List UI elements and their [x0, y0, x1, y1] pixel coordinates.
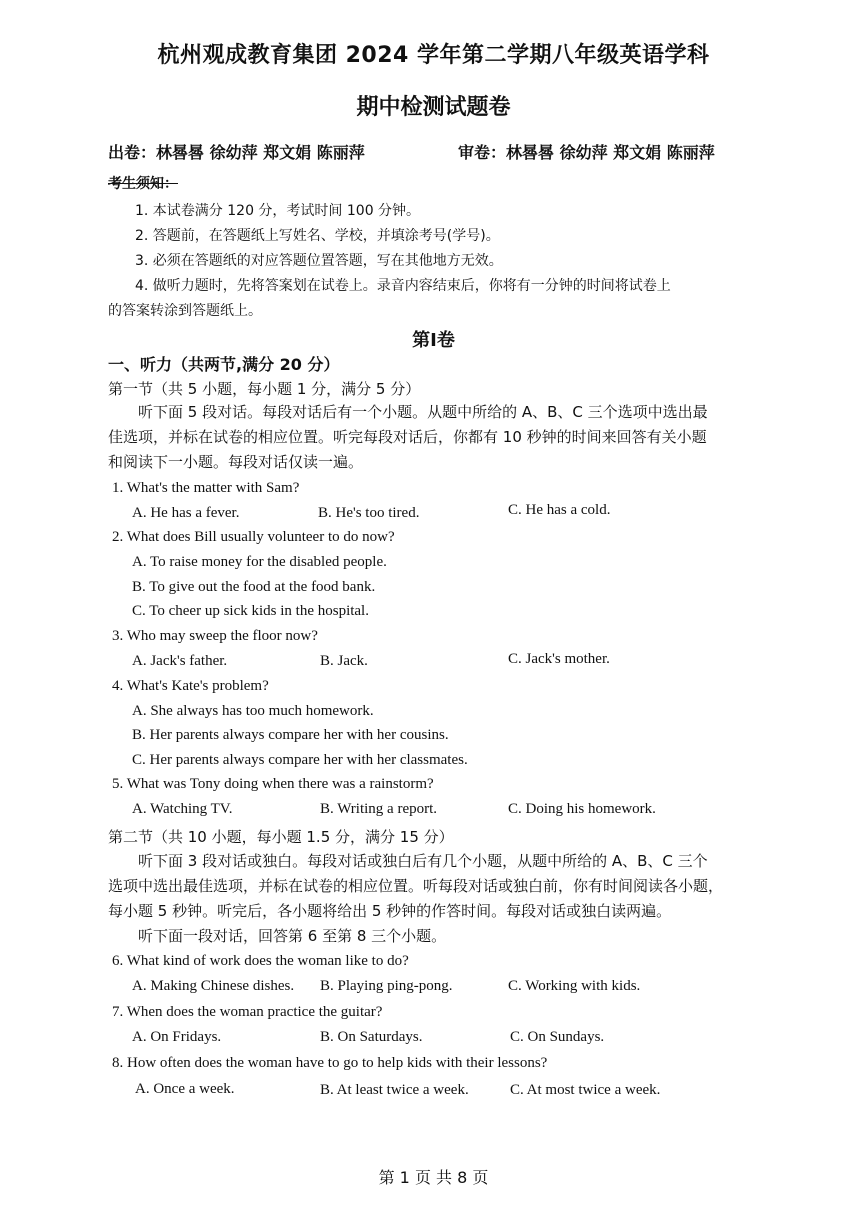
q2-option-b: B. To give out the food at the food bank.: [132, 579, 376, 595]
q2-option-a: A. To raise money for the disabled people.: [132, 554, 387, 570]
notice-item-3: 3. 必须在答题纸的对应答题位置答题，写在其他地方无效。: [135, 253, 503, 269]
q5-option-a: A. Watching TV.: [132, 801, 233, 817]
notice-item-1: 1. 本试卷满分 120 分，考试时间 100 分钟。: [135, 203, 421, 219]
q6-option-a: A. Making Chinese dishes.: [132, 978, 295, 994]
q5-option-c: C. Doing his homework.: [508, 801, 656, 817]
q3-option-b: B. Jack.: [320, 653, 368, 669]
q6-option-b: B. Playing ping-pong.: [320, 978, 453, 994]
question-8: 8. How often does the woman have to go to help kids with their lessons?: [112, 1055, 548, 1071]
notice-item-4: 4. 做听力题时，先将答案划在试卷上。录音内容结束后，你将有一分钟的时间将试卷上: [135, 278, 671, 294]
q4-option-b: B. Her parents always compare her with her cousins.: [132, 727, 449, 743]
notice-heading: 考生须知：: [108, 176, 178, 192]
question-3: 3. Who may sweep the floor now?: [112, 628, 318, 644]
volume-title: 第Ⅰ卷: [412, 330, 455, 351]
question-7: 7. When does the woman practice the guitar?: [112, 1004, 383, 1020]
part1-instr-line: 听下面 5 段对话。每段对话后有一个小题。从题中所给的 A、B、C 三个选项中选出最: [138, 403, 708, 421]
q7-option-c: C. On Sundays.: [510, 1029, 605, 1045]
part2-heading: 第二节（共 10 小题，每小题 1.5 分，满分 15 分）: [108, 828, 454, 846]
part1-instr-line: 和阅读下一小题。每段对话仅读一遍。: [108, 453, 364, 471]
exam-title-line2: 期中检测试题卷: [356, 95, 511, 120]
part2-instr-line: 听下面 3 段对话或独白。每段对话或独白后有几个小题，从题中所给的 A、B、C 三个: [138, 852, 708, 870]
exam-title-line1: 杭州观成教育集团 2024 学年第二学期八年级英语学科: [157, 43, 710, 68]
notice-item-4-cont: 的答案转涂到答题纸上。: [108, 303, 262, 319]
part2-instr-line: 选项中选出最佳选项，并标在试卷的相应位置。听每段对话或独白前，你有时间阅读各小题，: [108, 877, 724, 895]
q3-option-c: C. Jack's mother.: [508, 651, 610, 667]
part2-instr-line: 每小题 5 秒钟。听完后，各小题将给出 5 秒钟的作答时间。每段对话或独白读两遍。: [108, 902, 672, 920]
authors-line: 出卷：林晷晷 徐幼萍 郑文娟 陈丽萍: [108, 143, 365, 162]
q1-option-b: B. He's too tired.: [318, 505, 420, 521]
notice-item-2: 2. 答题前，在答题纸上写姓名、学校，并填涂考号(学号)。: [135, 228, 500, 244]
q6-option-c: C. Working with kids.: [508, 978, 641, 994]
part1-instructions: [108, 400, 768, 475]
q7-option-b: B. On Saturdays.: [320, 1029, 423, 1045]
q4-option-a: A. She always has too much homework.: [132, 703, 374, 719]
q3-option-a: A. Jack's father.: [132, 653, 228, 669]
q8-option-a: A. Once a week.: [135, 1081, 235, 1097]
q4-option-c: C. Her parents always compare her with her classmates.: [132, 752, 468, 768]
q1-option-c: C. He has a cold.: [508, 502, 611, 518]
part1-heading: 第一节（共 5 小题，每小题 1 分，满分 5 分）: [108, 380, 421, 398]
question-6: 6. What kind of work does the woman like to do?: [112, 953, 409, 969]
q7-option-a: A. On Fridays.: [132, 1029, 222, 1045]
part1-instr-line: 佳选项，并标在试卷的相应位置。听完每段对话后，你都有 10 秒钟的时间来回答有关小题: [108, 428, 707, 446]
q8-option-b: B. At least twice a week.: [320, 1082, 469, 1098]
section-heading-listening: 一、听力（共两节,满分 20 分）: [108, 355, 340, 374]
question-1: 1. What's the matter with Sam?: [112, 480, 300, 496]
question-4: 4. What's Kate's problem?: [112, 678, 269, 694]
q5-option-b: B. Writing a report.: [320, 801, 438, 817]
page-number-footer: 第 1 页 共 8 页: [378, 1168, 489, 1187]
question-5: 5. What was Tony doing when there was a rainstorm?: [112, 776, 434, 792]
question-2: 2. What does Bill usually volunteer to do now?: [112, 529, 395, 545]
q1-option-a: A. He has a fever.: [132, 505, 240, 521]
q8-option-c: C. At most twice a week.: [510, 1082, 661, 1098]
q2-option-c: C. To cheer up sick kids in the hospital.: [132, 603, 369, 619]
part2-sub-instr: 听下面一段对话，回答第 6 至第 8 三个小题。: [138, 927, 447, 945]
reviewers-line: 审卷：林晷晷 徐幼萍 郑文娟 陈丽萍: [458, 143, 715, 162]
part2-instructions: [108, 849, 768, 949]
